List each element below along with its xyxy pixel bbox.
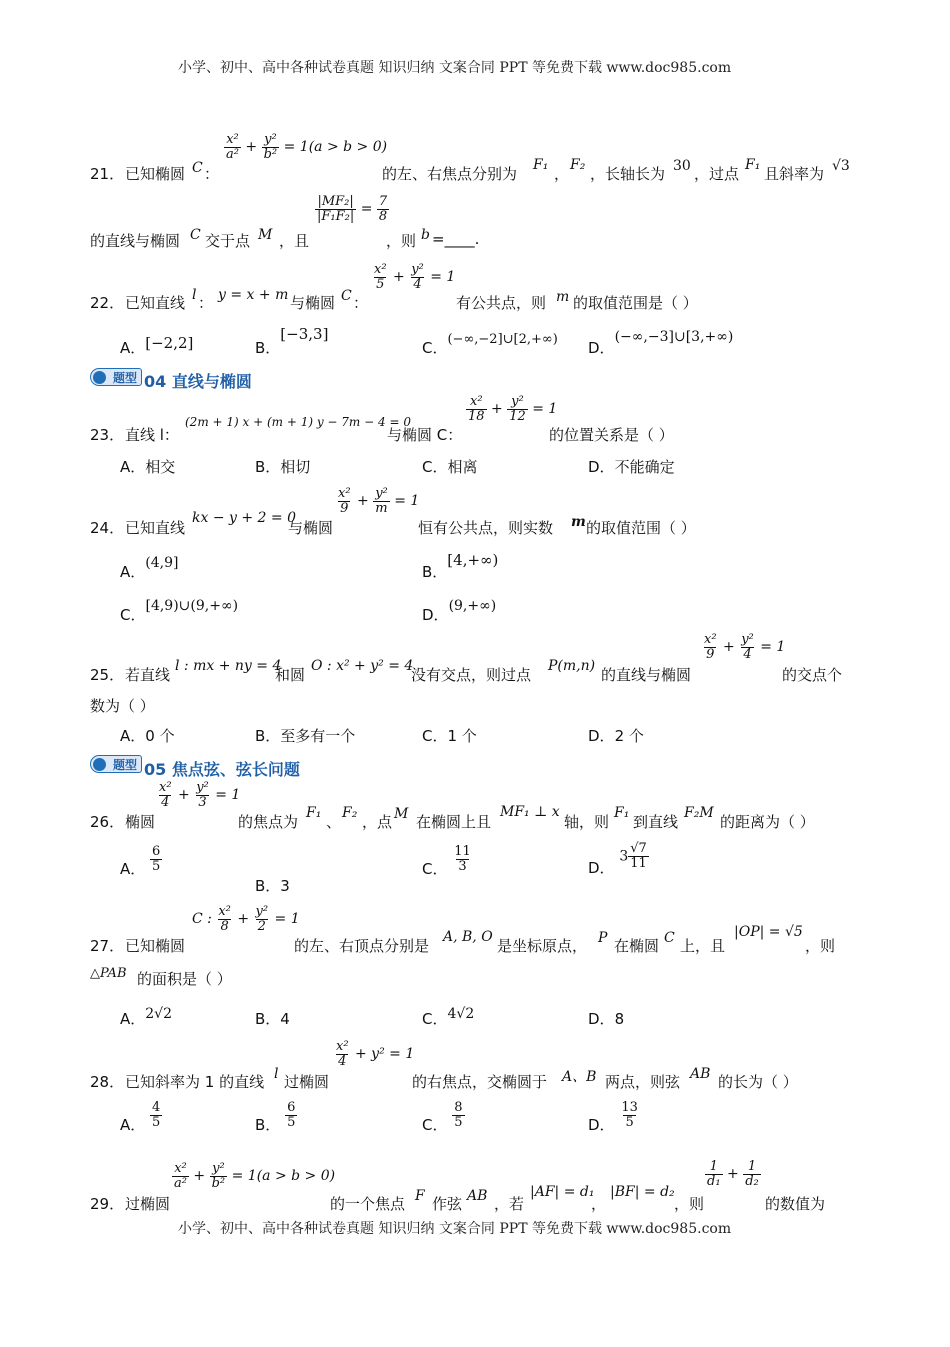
q28-line-name: l [274, 1066, 279, 1082]
q26-text-6: 到直线 [633, 813, 679, 831]
q26-focus-f2: F₂ [342, 805, 358, 821]
q29-reciprocal-sum: $\frac{1}{\text{d₁}}$ + $\frac{1}{\text{d₂}}$ [707, 1159, 759, 1189]
q22-option-c[interactable]: C．(−∞,−2]∪[2,+∞) [422, 332, 558, 357]
q26-text-7: 的距离为（ ） [720, 813, 815, 831]
q24-text-1: 已知直线 [125, 519, 186, 537]
q22-text-3: 有公共点，则 [456, 294, 547, 312]
q29-text-6: 的数值为 [765, 1195, 826, 1213]
q25-text-3: 没有交点，则过点 [411, 666, 532, 684]
q21-text-4: ，过点 [694, 165, 740, 183]
q27-triangle: △PAB [90, 966, 127, 981]
q25-number: 25． [90, 666, 125, 684]
q25-option-b[interactable]: B．至多有一个 [255, 727, 356, 745]
q27-text-5: 上，且 [680, 937, 726, 955]
q25-option-d[interactable]: D．2 个 [588, 727, 644, 745]
q27-option-c[interactable]: C．4√2 [422, 1006, 475, 1028]
q23-option-d[interactable]: D．不能确定 [588, 458, 675, 476]
q28-option-d[interactable]: D． $\frac{13}{5}$ [588, 1100, 638, 1134]
q28-option-b[interactable]: B． $\frac{6}{5}$ [255, 1100, 296, 1134]
q22-text-4: 的取值范围是（ ） [573, 294, 698, 312]
q25-line2: 数为（ ） [90, 697, 155, 715]
q24-ellipse-equation: $\frac{\text{x²}}{9}$ + $\frac{\text{y²}}{m}$ = 1 [338, 486, 420, 516]
q24-option-c[interactable]: C．[4,9)∪(9,+∞) [120, 598, 239, 624]
q28-option-c[interactable]: C． $\frac{8}{5}$ [422, 1100, 463, 1134]
q26-text-2: 的焦点为 [238, 813, 299, 831]
q21-focus-f2: F₂ [570, 157, 586, 173]
q26-point-m: M [394, 806, 409, 822]
q29-text-2: 的一个焦点 [330, 1195, 406, 1213]
q22-colon-2: ： [353, 294, 369, 312]
q22-line-equation: y = x + m [218, 287, 289, 303]
q29-text-5: ，则 [674, 1195, 705, 1213]
q25-text-1: 若直线 [125, 666, 171, 684]
q29-bf-length: |BF| = d₂ [610, 1184, 675, 1200]
q25-text-5: 的交点个 [782, 666, 843, 684]
q26-text-1: 椭圆 [125, 813, 156, 831]
q29-text-3: 作弦 [432, 1195, 463, 1213]
q27-option-a[interactable]: A．2√2 [120, 1006, 173, 1028]
section-05-badge: 题型 [90, 755, 142, 773]
q22-text-2: 与椭圆 [290, 294, 336, 312]
q28-text-4: 两点，则弦 [605, 1073, 681, 1091]
q21-text-5: 且斜率为 [764, 165, 825, 183]
page-header: 小学、初中、高中各种试卷真题 知识归纳 文案合同 PPT 等免费下载 www.doc985.com [178, 60, 732, 76]
q29-comma: ， [591, 1195, 607, 1213]
section-04-marker-icon [93, 371, 106, 384]
q25-point-p: P(m,n) [548, 658, 596, 674]
q25-line-equation: l : mx + ny = 4 [175, 658, 282, 674]
q25-option-a[interactable]: A．0 个 [120, 727, 175, 745]
q28-points-ab: A、B [562, 1069, 597, 1085]
q23-line-equation: (2m + 1) x + (m + 1) y − 7m − 4 = 0 [185, 415, 411, 429]
q21-focus-f1: F₁ [533, 157, 549, 173]
q26-focus-f1: F₁ [306, 805, 322, 821]
q21-ratio: $\frac{\text{|MF₂|}}{\text{|F₁F₂|}}$ = $\frac{7}{8}$ [317, 194, 388, 224]
q21-line2-text-2: 交于点 [205, 232, 251, 250]
q27-point-p: P [598, 930, 608, 946]
q29-number: 29． [90, 1195, 125, 1213]
q22-option-d[interactable]: D．(−∞,−3]∪[3,+∞) [588, 329, 734, 357]
section-05-marker-icon [93, 758, 106, 771]
q27-text-4: 在椭圆 [614, 937, 660, 955]
q24-option-d[interactable]: D．(9,+∞) [422, 598, 497, 624]
q21-ellipse-name-2: C [190, 227, 201, 243]
q26-option-d[interactable]: D． 3 $\frac{√7}{11}$ [588, 841, 647, 877]
q28-ellipse-equation: $\frac{\text{x²}}{4}$ + y² = 1 [336, 1039, 415, 1069]
q28-text-1: 已知斜率为 1 的直线 [125, 1073, 265, 1091]
q22-line-name: l [192, 287, 197, 303]
q24-number: 24． [90, 519, 125, 537]
q26-text-5: 轴，则 [564, 813, 610, 831]
page-footer: 小学、初中、高中各种试卷真题 知识归纳 文案合同 PPT 等免费下载 www.doc985.com [178, 1221, 732, 1237]
q24-option-b[interactable]: B．[4,+∞) [422, 551, 499, 581]
q27-option-d[interactable]: D．8 [588, 1010, 625, 1028]
q27-option-b[interactable]: B．4 [255, 1010, 290, 1028]
q21-ellipse-equation: $\frac{\text{x²}}{\text{a²}}$ + $\frac{\text{y²}}{\text{b²}}$ = 1(a > b > 0) [226, 132, 388, 162]
q27-ellipse-equation: C : $\frac{\text{x²}}{8}$ + $\frac{\text{y²}}{2}$ = 1 [192, 904, 300, 934]
q21-number: 21． [90, 165, 125, 183]
q25-option-c[interactable]: C．1 个 [422, 727, 477, 745]
q27-number: 27． [90, 937, 125, 955]
q21-ellipse-name: C [192, 160, 203, 176]
q29-focus-f: F [415, 1188, 425, 1204]
q21-text-2: 的左、右焦点分别为 [382, 165, 518, 183]
q24-line-equation: kx − y + 2 = 0 [192, 510, 296, 526]
q26-text-4: 在椭圆上且 [416, 813, 492, 831]
q28-text-2: 过椭圆 [284, 1073, 330, 1091]
q22-option-a[interactable]: A．[−2,2] [120, 334, 194, 357]
q22-ellipse-name: C [341, 288, 352, 304]
q23-number: 23． [90, 426, 125, 444]
q27-text-6: ，则 [805, 937, 836, 955]
q24-text-2: 与椭圆 [288, 519, 334, 537]
q21-text-3: ，长轴长为 [590, 165, 666, 183]
q28-option-a[interactable]: A． $\frac{4}{5}$ [120, 1100, 161, 1134]
q21-axis-length: 30 [673, 158, 691, 174]
section-04-title: 04 直线与椭圆 [144, 372, 252, 391]
q29-chord-ab: AB [467, 1188, 488, 1204]
q24-text-4: 的取值范围（ ） [586, 519, 696, 537]
q21-point-m: M [258, 227, 273, 243]
q22-colon: ： [198, 294, 214, 312]
q29-text-4: ，若 [494, 1195, 525, 1213]
q26-focus-f1-b: F₁ [614, 805, 630, 821]
q21-comma: ， [554, 165, 570, 183]
q25-text-4: 的直线与椭圆 [601, 666, 692, 684]
q23-text-1: 直线 l： [125, 426, 179, 444]
q23-option-a[interactable]: A．相交 [120, 458, 176, 476]
q22-var-m: m [556, 289, 570, 305]
q27-text-3: 是坐标原点， [497, 937, 588, 955]
q29-af-length: |AF| = d₁ [530, 1184, 595, 1200]
q25-ellipse-equation: $\frac{\text{x²}}{9}$ + $\frac{\text{y²}}{4}$ = 1 [704, 632, 786, 662]
section-04-badge: 题型 [90, 368, 142, 386]
q26-separator: 、 [326, 813, 342, 831]
q22-text-1: 已知直线 [125, 294, 186, 312]
q22-option-b[interactable]: B．[−3,3] [255, 325, 329, 357]
q28-text-3: 的右焦点，交椭圆于 [412, 1073, 548, 1091]
q27-op-length: |OP| = √5 [734, 924, 803, 940]
section-05-title: 05 焦点弦、弦长问题 [144, 760, 300, 779]
q26-line-f2m: F₂M [684, 805, 714, 821]
q21-var-b: b [421, 227, 430, 243]
q23-option-b[interactable]: B．相切 [255, 458, 311, 476]
q23-option-c[interactable]: C．相离 [422, 458, 478, 476]
q24-var-m: m [571, 514, 586, 530]
q26-perp-condition: MF₁ ⊥ x [500, 804, 560, 820]
q21-focus-f1-b: F₁ [745, 157, 761, 173]
q26-option-b[interactable]: B．3 [255, 877, 290, 895]
q28-number: 28． [90, 1073, 125, 1091]
q23-ellipse-equation: $\frac{\text{x²}}{18}$ + $\frac{\text{y²}}{12}$ = 1 [468, 394, 558, 424]
q21-line2-text-3: ，且 [279, 232, 310, 250]
q28-text-5: 的长为（ ） [718, 1073, 798, 1091]
q21-line2-text-5: =____. [432, 230, 480, 248]
q26-option-c[interactable]: C． $\frac{11}{3}$ [422, 844, 471, 878]
q22-number: 22． [90, 294, 125, 312]
q26-ellipse-equation: $\frac{\text{x²}}{4}$ + $\frac{\text{y²}}{3}$ = 1 [159, 780, 241, 810]
q23-text-3: 的位置关系是（ ） [549, 426, 674, 444]
q25-circle-equation: O : x² + y² = 4 [311, 658, 414, 674]
q25-text-2: 和圆 [275, 666, 306, 684]
q21-text-1: 已知椭圆 [125, 165, 186, 183]
q26-text-3: ，点 [362, 813, 393, 831]
q26-number: 26． [90, 813, 125, 831]
q21-line2-text-1: 的直线与椭圆 [90, 232, 181, 250]
q24-text-3: 恒有公共点，则实数 [418, 519, 554, 537]
q21-slope: √3 [832, 158, 850, 174]
q21-colon: ： [204, 165, 220, 183]
q27-line2: 的面积是（ ） [137, 970, 232, 988]
q27-text-1: 已知椭圆 [125, 937, 186, 955]
q28-chord-ab: AB [690, 1066, 711, 1082]
q22-ellipse-equation: $\frac{\text{x²}}{5}$ + $\frac{\text{y²}}{4}$ = 1 [374, 262, 456, 292]
q27-text-2: 的左、右顶点分别是 [294, 937, 430, 955]
q29-text-1: 过椭圆 [125, 1195, 171, 1213]
q27-points-abo: A, B, O [443, 929, 493, 945]
q21-line2-text-4: ，则 [386, 232, 417, 250]
q26-option-a[interactable]: A． $\frac{6}{5}$ [120, 844, 161, 878]
q29-ellipse-equation: $\frac{\text{x²}}{\text{a²}}$ + $\frac{\text{y²}}{\text{b²}}$ = 1(a > b > 0) [174, 1161, 336, 1191]
q23-text-2: 与椭圆 C： [387, 426, 463, 444]
q24-option-a[interactable]: A．(4,9] [120, 555, 179, 581]
q27-ellipse-name: C [664, 930, 675, 946]
